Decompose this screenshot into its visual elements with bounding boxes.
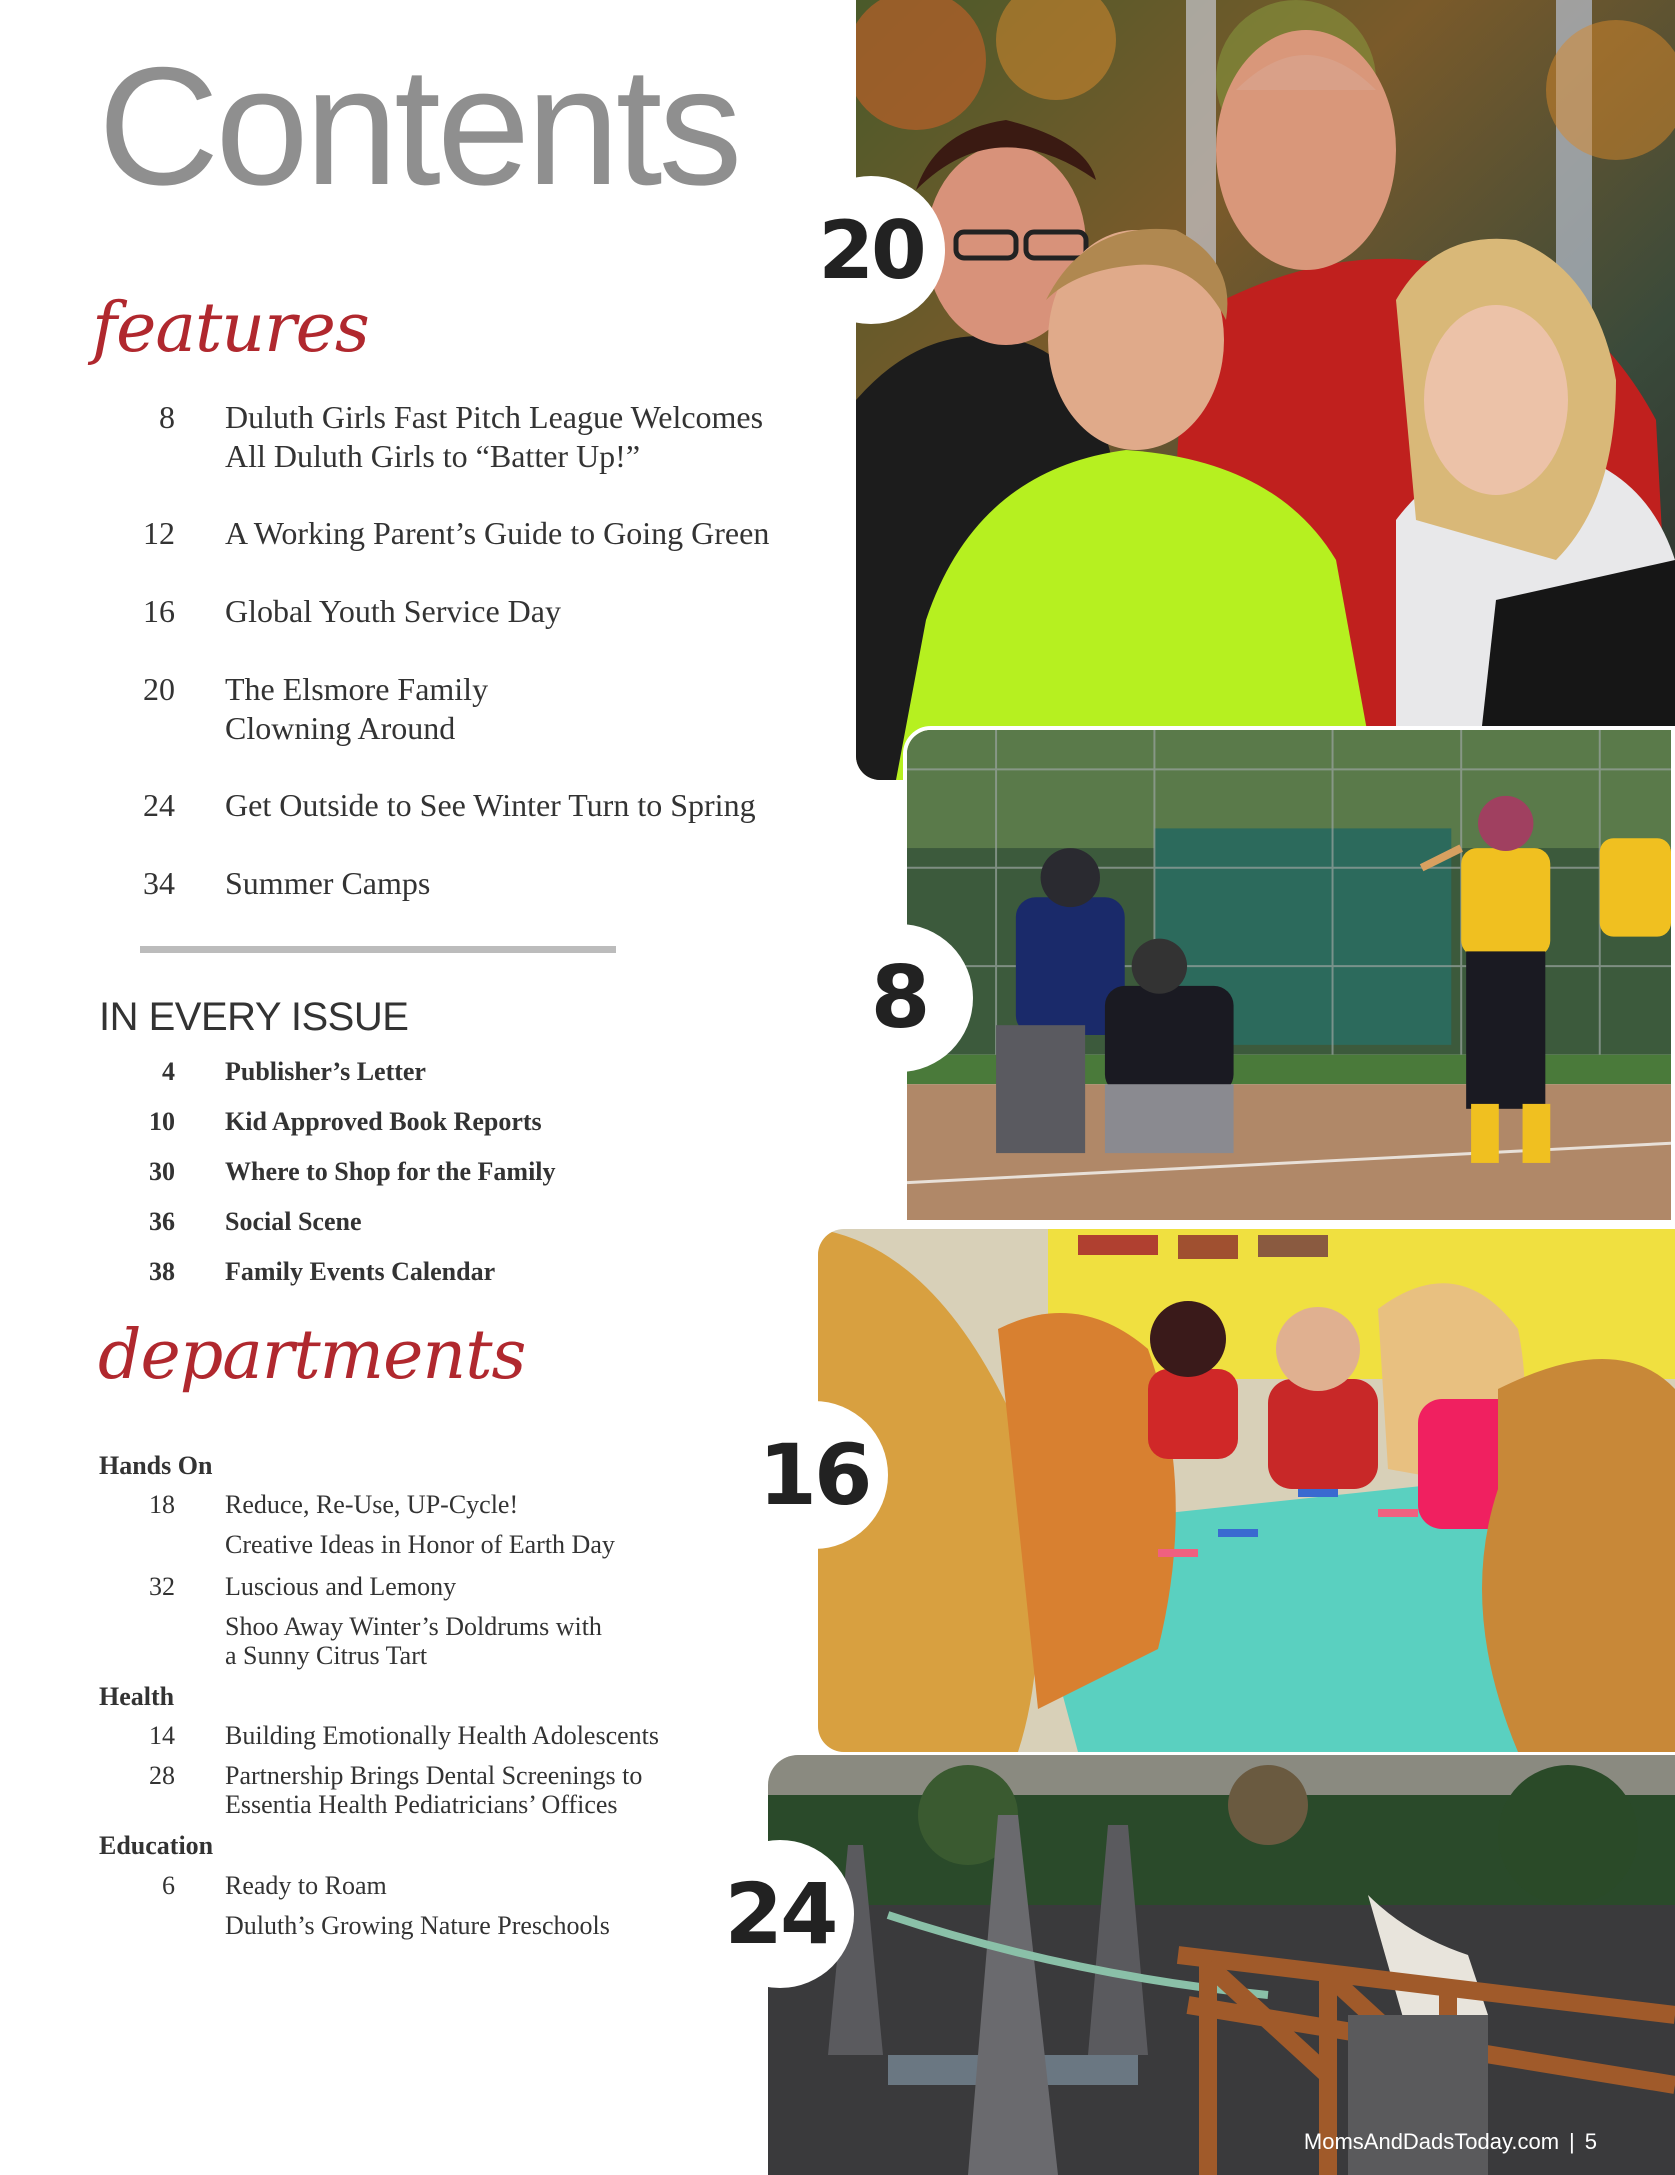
page-badge-20: 20 <box>797 176 945 324</box>
issue-title: Publisher’s Letter <box>225 1057 426 1086</box>
departments-heading: departments <box>98 1316 526 1395</box>
issue-title: Kid Approved Book Reports <box>225 1107 542 1136</box>
softball-photo <box>903 726 1675 1224</box>
page-footer <box>1304 2129 1597 2155</box>
in-every-issue-heading: IN EVERY ISSUE <box>99 995 409 1039</box>
feature-title: A Working Parent’s Guide to Going Green <box>225 515 770 551</box>
department-title: Ready to Roam Duluth’s Growing Nature Preschools <box>225 1871 610 1940</box>
feature-title: Summer Camps <box>225 865 431 901</box>
issue-title: Family Events Calendar <box>225 1257 496 1286</box>
page-badge-16: 16 <box>740 1401 888 1549</box>
department-category: Hands On <box>99 1451 213 1480</box>
bridge-photo <box>768 1755 1675 2175</box>
department-title: Partnership Brings Dental Screenings to Essentia Health Pediatricians’ Offices <box>225 1761 643 1819</box>
issue-page-number: 10 <box>149 1107 175 1136</box>
footer-separator: | <box>1569 2129 1575 2154</box>
kids-art-photo <box>818 1229 1675 1752</box>
section-divider <box>140 946 616 953</box>
feature-page-number: 24 <box>143 787 175 823</box>
department-page-number: 18 <box>149 1490 175 1519</box>
features-heading: features <box>92 289 369 368</box>
department-page-number: 6 <box>162 1871 175 1900</box>
page-badge-8: 8 <box>825 924 973 1072</box>
website-link[interactable]: MomsAndDadsToday.com <box>1303 2129 1560 2154</box>
issue-page-number: 38 <box>149 1257 175 1286</box>
department-page-number: 14 <box>149 1721 175 1750</box>
issue-page-number: 4 <box>162 1057 175 1086</box>
issue-title: Where to Shop for the Family <box>225 1157 556 1186</box>
department-category: Education <box>99 1831 214 1860</box>
feature-page-number: 34 <box>143 865 175 901</box>
issue-title: Social Scene <box>225 1207 362 1236</box>
department-page-number: 32 <box>149 1572 175 1601</box>
feature-title: Duluth Girls Fast Pitch League Welcomes All Duluth Girls to “Batter Up!” <box>225 399 764 474</box>
feature-title: The Elsmore Family Clowning Around <box>225 671 489 746</box>
page-badge-24: 24 <box>706 1840 854 1988</box>
page-number: 5 <box>1584 2129 1597 2154</box>
department-page-number: 28 <box>149 1761 175 1790</box>
department-title: Building Emotionally Health Adolescents <box>225 1721 660 1750</box>
feature-page-number: 12 <box>143 515 175 551</box>
family-photo <box>856 0 1675 780</box>
feature-title: Get Outside to See Winter Turn to Spring <box>225 787 756 823</box>
department-title: Luscious and Lemony Shoo Away Winter’s Doldrums with a Sunny Citrus Tart <box>225 1572 602 1670</box>
feature-page-number: 8 <box>159 399 175 435</box>
department-title: Reduce, Re-Use, UP-Cycle! Creative Ideas in Honor of Earth Day <box>225 1490 615 1559</box>
feature-page-number: 16 <box>143 593 175 629</box>
feature-title: Global Youth Service Day <box>225 593 561 629</box>
issue-page-number: 30 <box>149 1157 175 1186</box>
department-category: Health <box>99 1682 175 1711</box>
issue-page-number: 36 <box>149 1207 175 1236</box>
feature-page-number: 20 <box>143 671 175 707</box>
contents-title: Contents <box>98 32 739 220</box>
